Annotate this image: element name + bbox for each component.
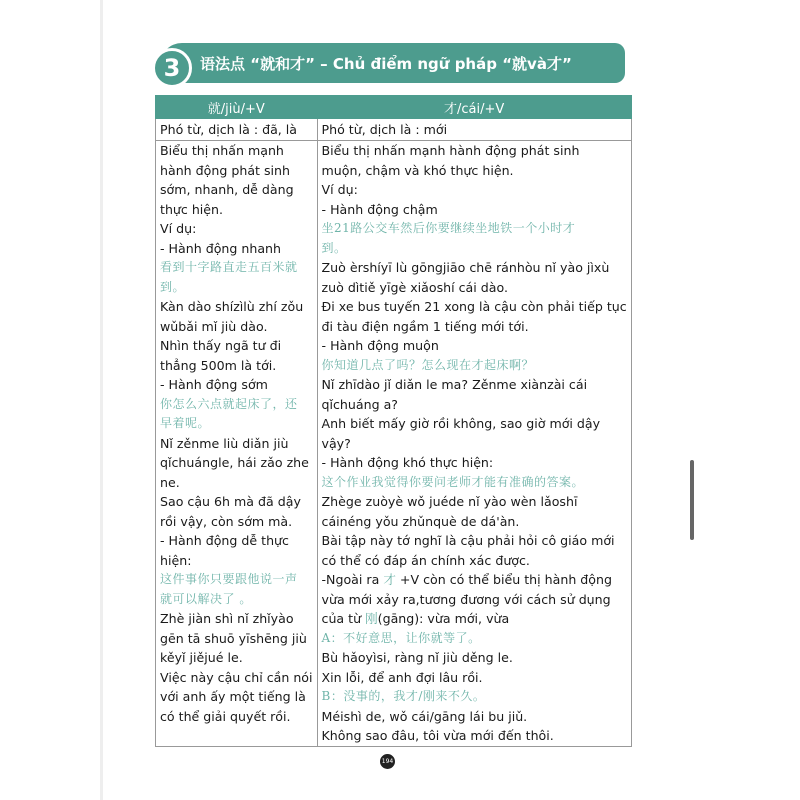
text-line: kěyǐ jiějué le. [160, 650, 243, 665]
text-line: Bài tập này tớ nghĩ là cậu phải hỏi cô giáo mới [321, 533, 615, 548]
chinese-example-line: 你知道几点了吗？怎么现在才起床啊？ [321, 357, 535, 372]
text-line: sớm, nhanh, dễ dàng [160, 182, 294, 197]
note-line [322, 609, 627, 629]
chinese-example-line: A：不好意思，让你就等了。 [321, 630, 481, 645]
text-line: Nǐ zhīdào jǐ diǎn le ma? Zěnme xiànzài cái [321, 377, 588, 392]
text-line: - Hành động dễ thực [160, 533, 289, 548]
text-line: Xin lỗi, để anh đợi lâu rồi. [321, 669, 483, 685]
text-line: Nhìn thấy ngã tư đi [160, 338, 282, 353]
chinese-example-line: 坐21路公交车然后你要继续坐地铁一个小时才 [321, 221, 576, 235]
chinese-example-line: 你怎么六点就起床了，还 [160, 396, 298, 411]
text-line: có thể giải quyết rồi. [160, 708, 291, 724]
page-edge [100, 0, 103, 800]
chinese-example-line: 看到十字路直走五百米就 [160, 260, 298, 274]
text-line: Nǐ zěnme liù diǎn jiù [160, 435, 289, 451]
chinese-example-line: 这件事你只要跟他说一声 [160, 572, 298, 586]
text-line: - Hành động chậm [321, 201, 438, 217]
text-line: - Hành động nhanh [160, 240, 282, 256]
text-line: Biểu thị nhấn mạnh hành động phát sinh [321, 143, 580, 158]
text-line: có thể có đáp án chính xác được. [321, 552, 530, 568]
table-row [156, 119, 632, 141]
jiu-definition: Phó từ, dịch là : đã, là [156, 119, 318, 141]
text-line: Biểu thị nhấn mạnh [160, 143, 284, 158]
note-text: +V còn có thể biểu thị hành động [395, 572, 612, 587]
chinese-example-line: 到。 [160, 279, 186, 294]
text-line: - Hành động muộn [321, 338, 439, 353]
text-line: Ví dụ: [321, 182, 358, 197]
text-line: ne. [160, 474, 180, 490]
table-header-row [156, 96, 632, 119]
text-line: Không sao đâu, tôi vừa mới đến thôi. [321, 728, 554, 743]
note-line [322, 570, 627, 590]
chinese-example-line: 到。 [321, 240, 347, 255]
text-line: thực hiện. [160, 201, 224, 217]
chinese-example-line: B：没事的，我才/刚来不久。 [321, 689, 486, 703]
text-line: qǐchuáng a? [321, 396, 398, 412]
text-line: rồi vậy, còn sớm mà. [160, 513, 293, 529]
text-line: - Hành động khó thực hiện: [321, 455, 494, 470]
section-title: 语法点 “就和才” – Chủ điểm ngữ pháp “就và才” [200, 54, 572, 73]
text-line: Zhège zuòyè wǒ juéde nǐ yào wèn lǎoshī [321, 494, 578, 509]
text-line: với anh ấy một tiếng là [160, 689, 306, 704]
cai-definition: Phó từ, dịch là : mới [317, 119, 631, 141]
note-text: -Ngoài ra [321, 572, 384, 587]
table-row [156, 141, 632, 747]
text-line: Ví dụ: [160, 221, 197, 236]
note-line: vừa mới xảy ra,tương đương với cách sử dụng [321, 591, 611, 607]
text-line: Méishì de, wǒ cái/gāng lái bu jiǔ. [321, 708, 528, 724]
chinese-example-line: 这个作业我觉得你要问老师才能有准确的答案。 [321, 474, 585, 489]
chinese-example-line: 就可以解决了 。 [160, 591, 252, 606]
text-line: Anh biết mấy giờ rồi không, sao giờ mới dậy [321, 416, 601, 431]
text-line: wǔbǎi mǐ jiù dào. [160, 318, 268, 334]
note-text: (gāng): vừa mới, vừa [377, 611, 510, 626]
text-line: qǐchuángle, hái zǎo zhe [160, 455, 309, 470]
text-line: đi tàu điện ngầm 1 tiếng mới tới. [321, 318, 529, 334]
text-line: - Hành động sớm [160, 377, 268, 392]
text-line: Bù hǎoyìsi, ràng nǐ jiù děng le. [321, 650, 513, 665]
header-cai: 才/cái/+V [317, 96, 631, 119]
note-cn: 刚 [365, 611, 378, 626]
text-line: Sao cậu 6h mà đã dậy [160, 494, 301, 509]
text-line: thẳng 500m là tới. [160, 357, 277, 373]
text-line: gēn tā shuō yīshēng jiù [160, 630, 307, 646]
note-text: của từ [321, 611, 366, 626]
text-line: hiện: [160, 552, 192, 568]
chinese-example-line: 早着呢。 [160, 416, 211, 430]
section-number-badge: 3 [152, 48, 192, 88]
text-line: cáinéng yǒu zhǔnquè de dá'àn. [321, 513, 520, 529]
text-line: vậy? [321, 435, 351, 451]
grammar-table [155, 95, 632, 747]
page-number: 194 [380, 754, 395, 769]
text-line: Zuò èrshíyī lù gōngjiāo chē ránhòu nǐ yào jìxù [321, 260, 610, 275]
text-line: Zhè jiàn shì nǐ zhǐyào [160, 611, 294, 626]
section-banner [160, 43, 625, 83]
text-line: hành động phát sinh [160, 162, 291, 178]
text-line: Việc này cậu chỉ cần nói [160, 669, 313, 685]
text-line: Kàn dào shízìlù zhí zǒu [160, 299, 304, 314]
scrollbar[interactable] [690, 460, 694, 540]
text-line: zuò dìtiě yīgè xiǎoshí cái dào. [321, 279, 508, 295]
header-jiu: 就/jiù/+V [156, 96, 318, 119]
note-cn: 才 [383, 572, 396, 587]
cai-explanation [317, 141, 631, 747]
text-line: Đi xe bus tuyến 21 xong là cậu còn phải tiếp tục [321, 299, 627, 314]
jiu-explanation [156, 141, 318, 747]
text-line: muộn, chậm và khó thực hiện. [321, 162, 514, 178]
